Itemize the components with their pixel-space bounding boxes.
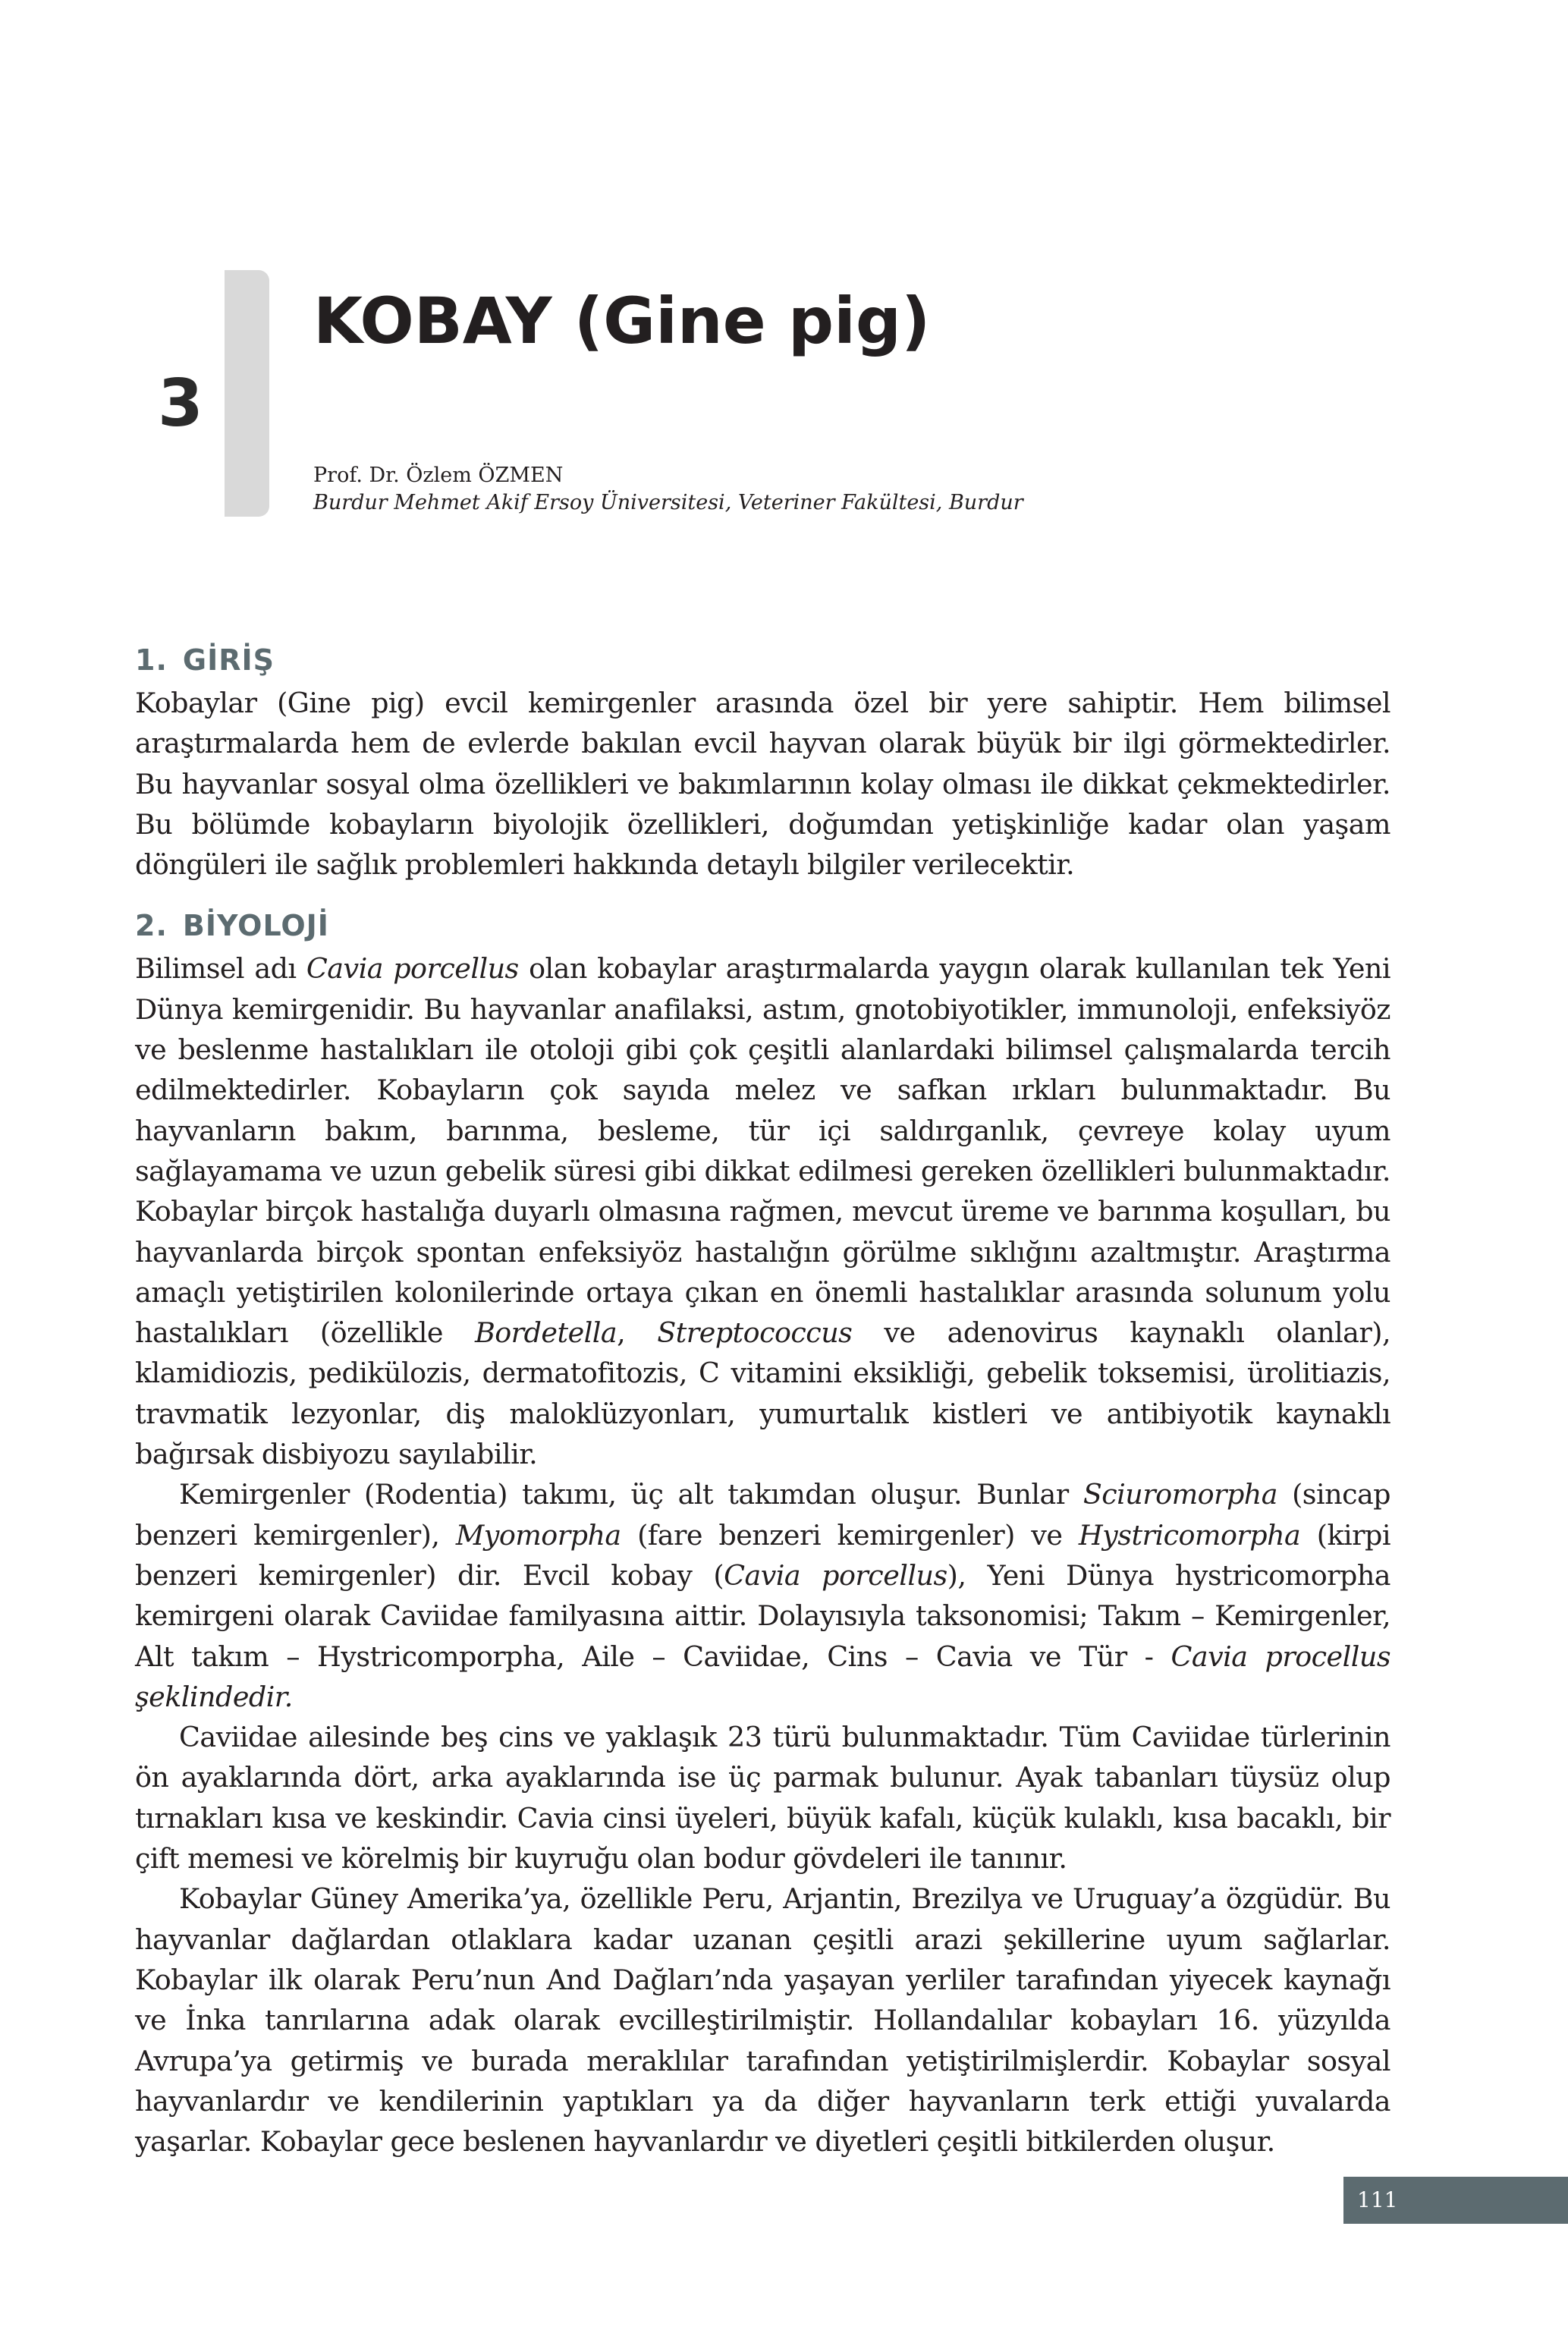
paragraph [135,948,1390,1474]
scientific-name: Myomorpha [455,1518,621,1552]
section-title: GİRİŞ [182,643,275,677]
section-number: 2. [135,909,168,943]
text-run: (fare benzeri kemirgenler) ve [621,1518,1079,1552]
text-run: Kemirgenler (Rodentia) takımı, üç alt takımdan oluşur. Bunlar [179,1478,1083,1511]
section-number: 1. [135,643,168,677]
paragraph: Kobaylar (Gine pig) evcil kemirgenler arasında özel bir yere sahiptir. Hem bilimsel araştırmalarda hem de evlerde bakılan evcil hayvan olarak büyük bir ilgi görmektedirler. Bu hayvanlar sosyal olma özellikleri ve bakımlarının kolay olması ile dikkat çekmektedirler. Bu bölümde kobayların biyolojik özellikleri, doğumdan yetişkinliğe kadar olan yaşam döngüleri ile sağlık problemleri hakkında detaylı bilgiler verilecektir. [135,687,1390,882]
scientific-name: Cavia procellus şeklindedir. [135,1640,1390,1713]
text-run: Bilimsel adı [135,952,306,986]
paragraph: Kobaylar Güney Amerika’ya, özellikle Peru, Arjantin, Brezilya ve Uruguay’a özgüdür. Bu hayvanlar dağlardan otlaklara kadar uzanan çeşitli arazi şekillerine uyum sağlarlar. Kobaylar ilk olarak Peru’nun And Dağları’nda yaşayan yerliler tarafından yiyecek kaynağı ve İnka tanrılarına adak olarak evcilleştirilmiştir. Hollandalılar kobayları 16. yüzyılda Avrupa’ya getirmiş ve burada meraklılar tarafından yetiştirilmişlerdir. Kobaylar sosyal hayvanlardır ve kendilerinin yaptıkları ya da diğer hayvanların terk ettiği yuvalarda yaşarlar. Kobaylar gece beslenen hayvanlardır ve diyetleri çeşitli bitkilerden oluşur. [135,1882,1390,2159]
scientific-name: Bordetella [474,1316,617,1350]
text-run: (sincap benzeri kemirgenler), [135,1478,1390,1552]
paragraph [135,1474,1390,1717]
section-heading-biyoloji [135,903,1390,948]
page-number: 111 [1357,2187,1398,2212]
chapter-title: KOBAY (Gine pig) [313,284,931,358]
scientific-name: Cavia porcellus [306,952,519,986]
scientific-name: Hystricomorpha [1078,1518,1301,1552]
author-affiliation: Burdur Mehmet Akif Ersoy Üniversitesi, Veteriner Fakültesi, Burdur [313,491,1023,514]
chapter-accent-bar [225,270,269,517]
text-run: (kirpi benzeri kemirgenler) dir. Evcil kobay ( [135,1518,1390,1592]
section-heading-giris [135,637,1390,683]
author-name: Prof. Dr. Özlem ÖZMEN [313,464,564,487]
scientific-name: Sciuromorpha [1083,1478,1277,1511]
scientific-name: Cavia porcellus [724,1558,947,1592]
chapter-body [135,637,1390,2162]
page-number-box [1343,2177,1568,2224]
paragraph: Caviidae ailesinde beş cins ve yaklaşık 23 türü bulunmaktadır. Tüm Caviidae türlerinin ön ayaklarında dört, arka ayaklarında ise üç parmak bulunur. Ayak tabanları tüysüz olup tırnakları kısa ve keskindir. Cavia cinsi üyeleri, büyük kafalı, küçük kulaklı, kısa bacaklı, bir çift memesi ve körelmiş bir kuyruğu olan bodur gövdeleri ile tanınır. [135,1721,1390,1876]
text-run: ), Yeni Dünya hystricomorpha kemirgeni olarak Caviidae familyasına aittir. Dolayısıyla taksonomisi; Takım – Kemirgenler, Alt takım – Hystricomporpha, Aile – Caviidae, Cins – Cavia ve Tür - [135,1558,1390,1673]
section-title: BİYOLOJİ [182,909,329,943]
scientific-name: Streptococcus [657,1316,853,1350]
chapter-number: 3 [158,366,203,442]
text-run: , [617,1316,658,1350]
text-run: olan kobaylar araştırmalarda yaygın olarak kullanılan tek Yeni Dünya kemirgenidir. Bu hayvanlar anafilaksi, astım, gnotobiyotikler, immunoloji, enfeksiyöz ve beslenme hastalıkları ile otoloji gibi çok çeşitli alanlardaki bilimsel çalışmalarda tercih edilmektedirler. Kobayların çok sayıda melez ve safkan ırkları bulunmaktadır. Bu hayvanların bakım, barınma, besleme, tür içi saldırganlık, çevreye kolay uyum sağlayamama ve uzun gebelik süresi gibi dikkat edilmesi gereken özellikleri bulunmaktadır. Kobaylar birçok hastalığa duyarlı olmasına rağmen, mevcut üreme ve barınma koşulları, bu hayvanlarda birçok spontan enfeksiyöz hastalığın görülme sıklığını azaltmıştır. Araştırma amaçlı yetiştirilen kolonilerinde ortaya çıkan en önemli hastalıklar arasında solunum yolu hastalıkları (özellikle [135,952,1390,1350]
text-run: ve adenovirus kaynaklı olanlar), klamidiozis, pedikülozis, dermatofitozis, C vitamini eksikliği, gebelik toksemisi, ürolitiazis, travmatik lezyonlar, diş maloklüzyonları, yumurtalık kistleri ve antibiyotik kaynaklı bağırsak disbiyozu sayılabilir. [135,1316,1391,1471]
